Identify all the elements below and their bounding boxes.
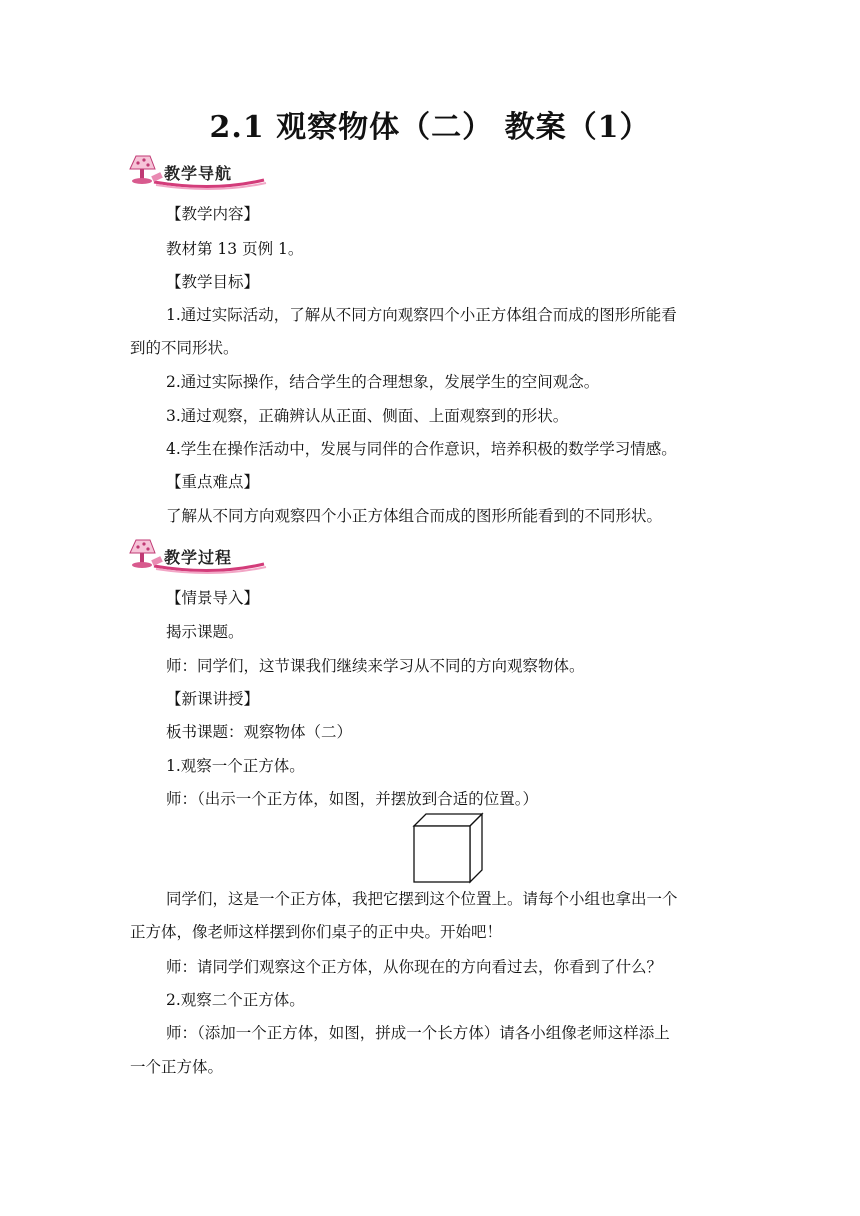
step-2-teacher-line-b: 一个正方体。 xyxy=(130,1058,224,1076)
content-heading: 【教学内容】 xyxy=(166,205,260,223)
para-1-line-a: 同学们，这是一个正方体，我把它摆到这个位置上。请每个小组也拿出一个 xyxy=(166,890,678,908)
new-lesson-heading: 【新课讲授】 xyxy=(166,690,260,708)
intro-teacher: 师：同学们，这节课我们继续来学习从不同的方向观察物体。 xyxy=(166,657,585,675)
board-title: 板书课题：观察物体（二） xyxy=(166,723,353,741)
section-banner-process xyxy=(124,536,274,576)
step-2: 2.观察二个正方体。 xyxy=(166,991,305,1009)
step-2-teacher-line-a: 师：（添加一个正方体，如图，拼成一个长方体）请各小组像老师这样添上 xyxy=(166,1024,670,1042)
step-1: 1.观察一个正方体。 xyxy=(166,757,305,775)
banner-process-label: 教学过程 xyxy=(164,548,233,567)
cube-figure xyxy=(412,812,484,884)
goal-1-line-b: 到的不同形状。 xyxy=(130,339,239,357)
key-heading: 【重点难点】 xyxy=(166,473,260,491)
intro-heading: 【情景导入】 xyxy=(166,589,260,607)
goal-4: 4.学生在操作活动中，发展与同伴的合作意识，培养积极的数学学习情感。 xyxy=(166,440,677,458)
goal-heading: 【教学目标】 xyxy=(166,273,260,291)
document-title: 2.1 观察物体（二） 教案（1） xyxy=(209,110,651,145)
goal-3: 3.通过观察，正确辨认从正面、侧面、上面观察到的形状。 xyxy=(166,407,569,425)
step-1-teacher: 师：（出示一个正方体，如图，并摆放到合适的位置。） xyxy=(166,790,539,808)
step-1-question: 师：请同学们观察这个正方体，从你现在的方向看过去，你看到了什么？ xyxy=(166,958,663,976)
goal-2: 2.通过实际操作，结合学生的合理想象，发展学生的空间观念。 xyxy=(166,373,600,391)
para-1-line-b: 正方体，像老师这样摆到你们桌子的正中央。开始吧！ xyxy=(130,923,503,941)
key-text: 了解从不同方向观察四个小正方体组合而成的图形所能看到的不同形状。 xyxy=(166,507,663,525)
intro-text: 揭示课题。 xyxy=(166,623,244,641)
banner-guide-label: 教学导航 xyxy=(164,164,233,183)
section-banner-guide xyxy=(124,152,274,192)
goal-1-line-a: 1.通过实际活动，了解从不同方向观察四个小正方体组合而成的图形所能看 xyxy=(166,306,677,324)
content-text: 教材第 13 页例 1。 xyxy=(166,240,304,258)
